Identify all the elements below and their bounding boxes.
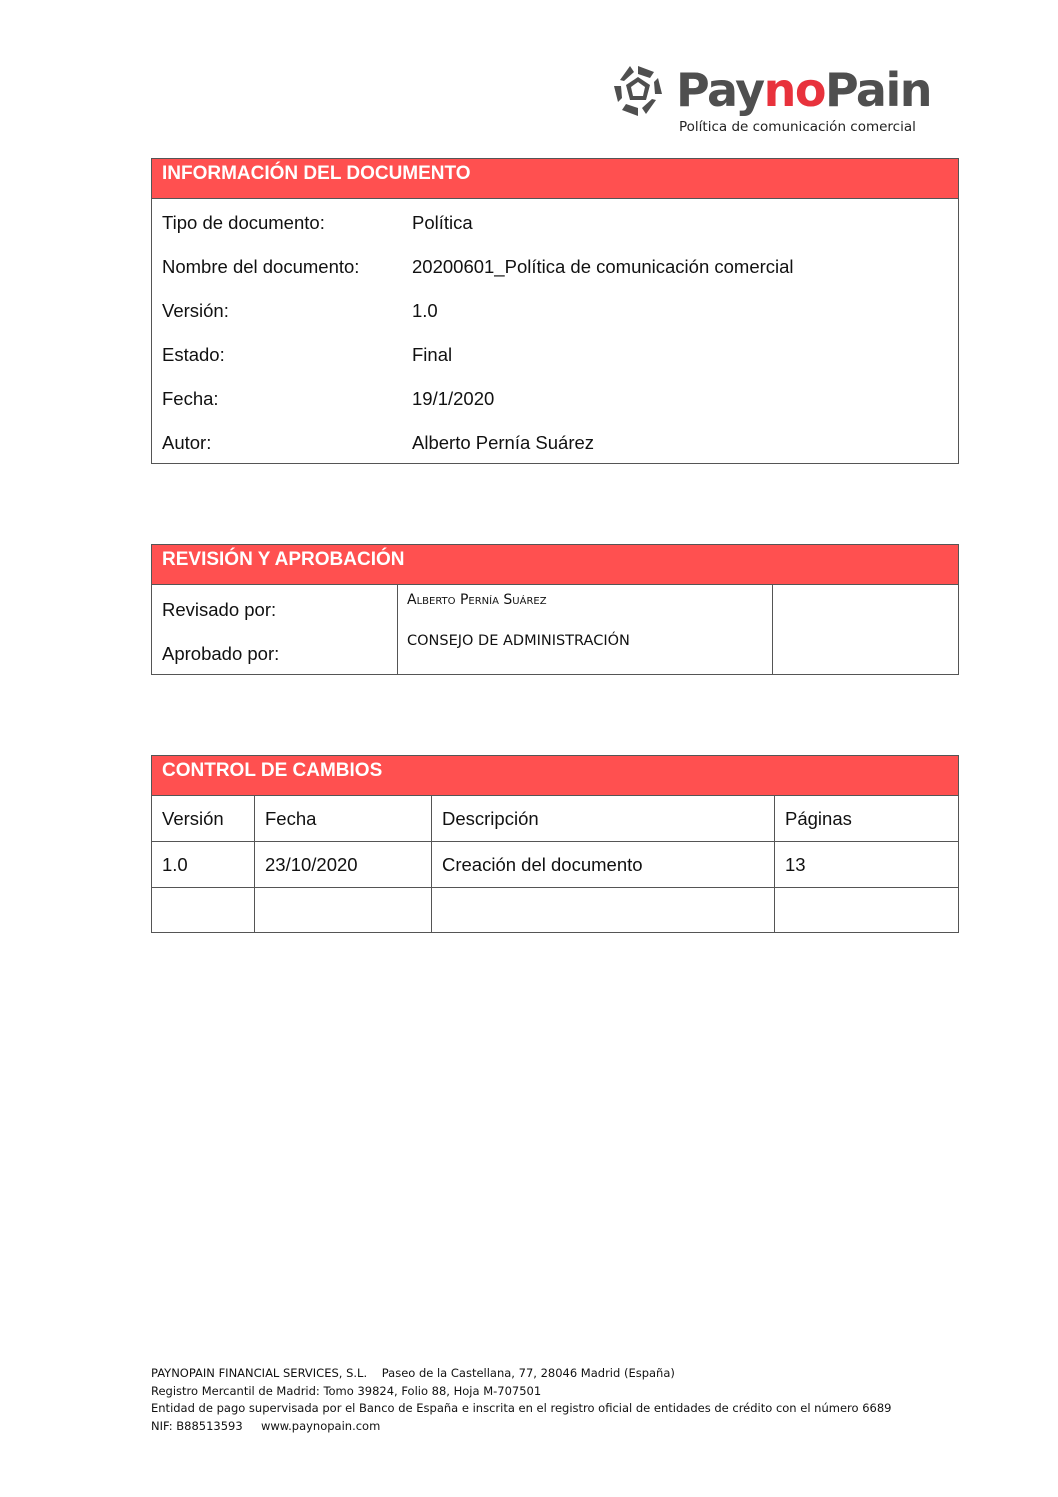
table-row	[152, 888, 958, 933]
info-value-date: 19/1/2020	[412, 388, 495, 409]
info-label-name: Nombre del documento:	[162, 256, 360, 277]
info-value-author: Alberto Pernía Suárez	[412, 432, 595, 453]
reviewed-by-value: Alberto Pernía Suárez	[407, 592, 547, 608]
footer-line-3: Entidad de pago supervisada por el Banco de España e inscrita en el registro oficial de entidades de crédito con el número 6689	[151, 1401, 892, 1415]
footer-line-4	[151, 1418, 891, 1436]
footer-nif: NIF: B88513593	[151, 1418, 243, 1433]
info-label-type: Tipo de documento:	[162, 212, 325, 233]
footer-line-1	[151, 1365, 891, 1383]
change-control-header-row	[152, 796, 958, 842]
document-subtitle: Política de comunicación comercial	[679, 119, 916, 135]
change-control-title: CONTROL DE CAMBIOS	[152, 756, 958, 796]
footer-website-link[interactable]: www.paynopain.com	[260, 1418, 381, 1433]
document-info-table	[151, 158, 959, 464]
approved-by-value: CONSEJO DE ADMINISTRACIÓN	[407, 633, 630, 649]
column-header-version: Versión	[152, 796, 255, 841]
review-approval-table	[151, 544, 959, 675]
table-row	[152, 842, 958, 888]
info-value-status: Final	[412, 344, 453, 365]
cell-description	[432, 888, 775, 933]
cell-date: 23/10/2020	[255, 842, 432, 887]
column-header-description: Descripción	[432, 796, 775, 841]
info-value-type: Política	[412, 212, 473, 233]
info-label-version: Versión:	[162, 300, 229, 321]
info-label-date: Fecha:	[162, 388, 219, 409]
approved-by-label: Aprobado por:	[162, 643, 280, 664]
column-header-pages: Páginas	[785, 807, 852, 829]
cell-version: 1.0	[152, 842, 255, 887]
change-control-table	[151, 755, 959, 933]
document-info-title: INFORMACIÓN DEL DOCUMENTO	[152, 159, 958, 199]
cell-pages: 13	[785, 853, 806, 875]
reviewed-by-label: Revisado por:	[162, 599, 277, 620]
footer-company: PAYNOPAIN FINANCIAL SERVICES, S.L.	[151, 1366, 368, 1380]
logo-wordmark: PaynoPain	[676, 63, 931, 117]
cell-version	[152, 888, 255, 933]
info-label-author: Autor:	[162, 432, 212, 453]
paynopain-logo	[610, 60, 931, 120]
review-approval-title: REVISIÓN Y APROBACIÓN	[152, 545, 958, 585]
signature-cell	[772, 585, 773, 674]
info-value-version: 1.0	[412, 300, 438, 321]
cell-description: Creación del documento	[432, 842, 775, 887]
info-value-name: 20200601_Política de comunicación comercial	[412, 256, 794, 277]
footer-line-2: Registro Mercantil de Madrid: Tomo 39824, Folio 88, Hoja M-707501	[151, 1383, 542, 1398]
footer-address: Paseo de la Castellana, 77, 28046 Madrid (España)	[381, 1366, 675, 1380]
page-footer	[151, 1365, 891, 1435]
cell-pages	[775, 888, 958, 933]
cell-date	[255, 888, 432, 933]
column-header-date: Fecha	[255, 796, 432, 841]
info-label-status: Estado:	[162, 344, 225, 365]
paynopain-logo-icon	[610, 62, 666, 118]
